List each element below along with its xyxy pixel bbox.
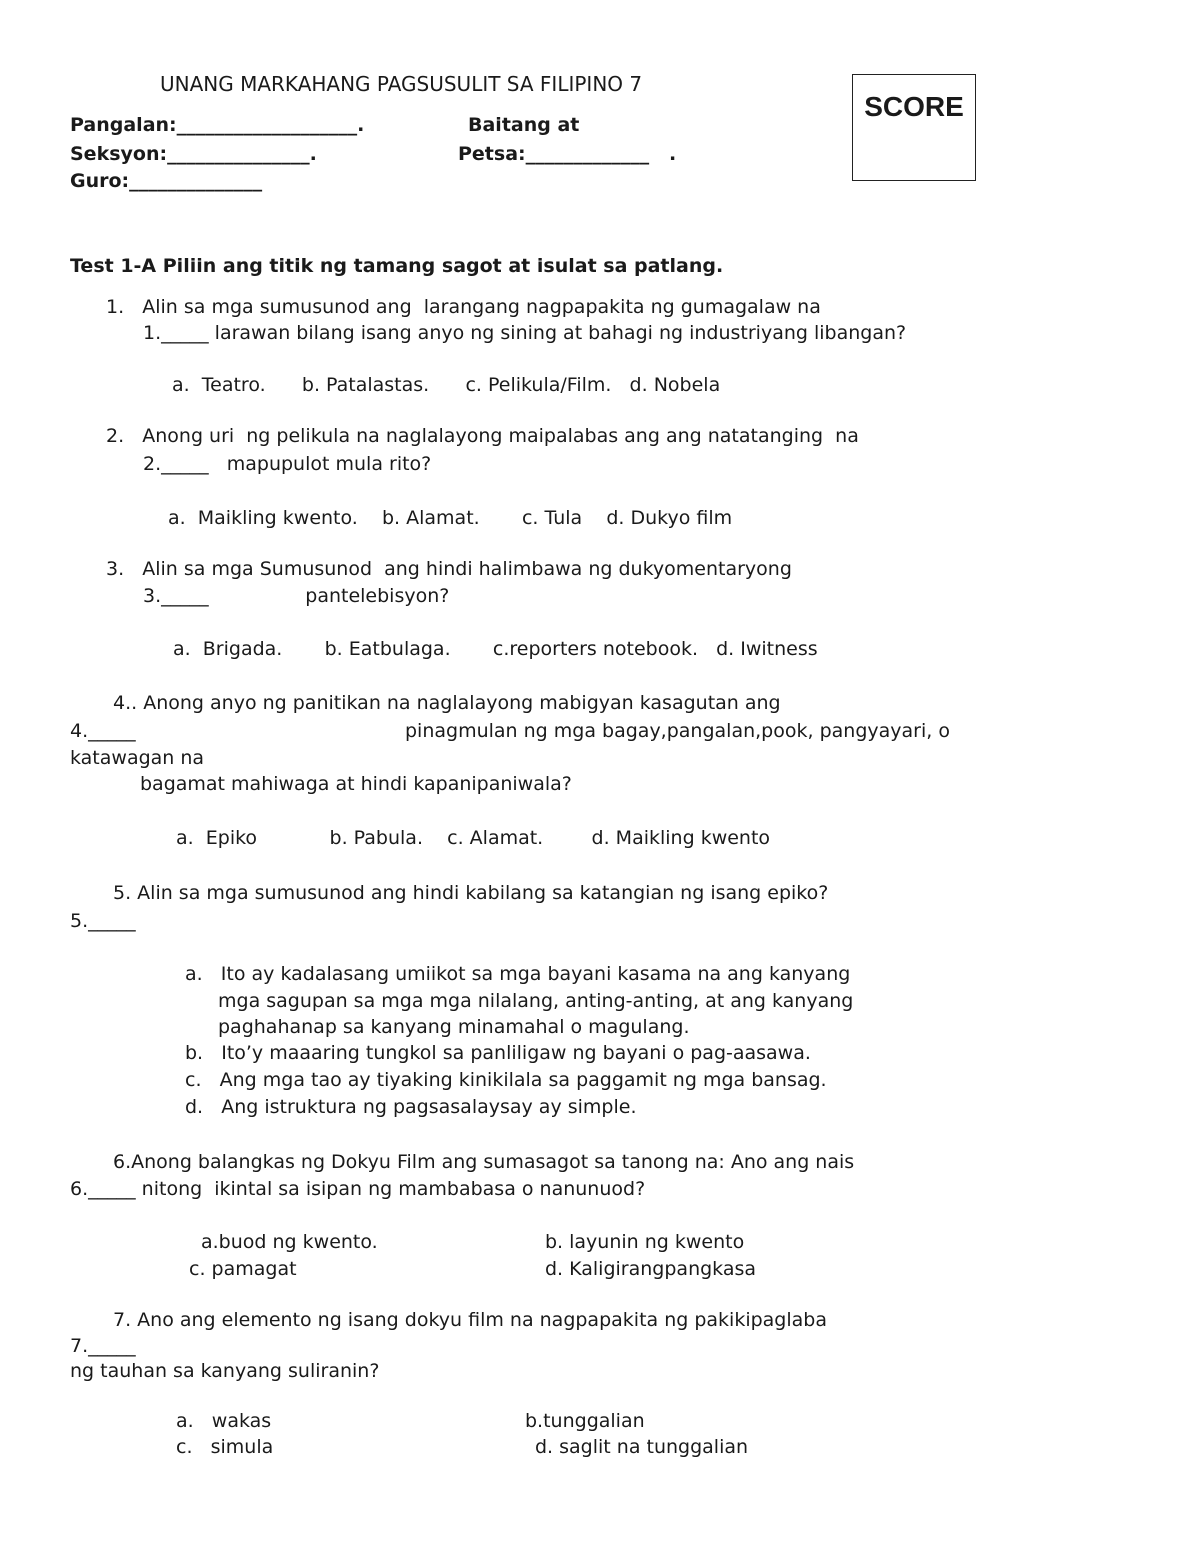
question-6-text: 6.Anong balangkas ng Dokyu Film ang sumasagot sa tanong na: Ano ang nais <box>113 1151 855 1173</box>
question-4-answer-blank[interactable]: 4._____ <box>70 720 136 742</box>
question-5-choice-d: d. Ang istruktura ng pagsasalaysay ay simple. <box>185 1096 637 1118</box>
seksyon-field[interactable]: Seksyon:_______________. <box>70 143 317 165</box>
baitang-label: Baitang at <box>468 114 580 136</box>
question-5-choice-a-line2: mga sagupan sa mga mga nilalang, anting-anting, at ang kanyang <box>218 990 854 1012</box>
question-7-answer-blank[interactable]: 7._____ <box>70 1335 136 1357</box>
question-3-text: 3. Alin sa mga Sumusunod ang hindi halimbawa ng dukyomentaryong <box>106 558 792 580</box>
question-5-choice-b: b. Ito’y maaaring tungkol sa panliligaw ng bayani o pag-aasawa. <box>185 1042 811 1064</box>
score-label: SCORE <box>864 91 964 122</box>
question-5-choice-a-line3: paghahanap sa kanyang minamahal o magulang. <box>218 1016 690 1038</box>
question-7-choice-b: b.tunggalian <box>525 1410 645 1432</box>
petsa-field[interactable]: Petsa:_____________ . <box>458 143 677 165</box>
question-7-choice-d: d. saglit na tunggalian <box>535 1436 749 1458</box>
question-5-text: 5. Alin sa mga sumusunod ang hindi kabilang sa katangian ng isang epiko? <box>113 882 829 904</box>
question-4-text-2: pinagmulan ng mga bagay,pangalan,pook, pangyayari, o <box>405 720 950 742</box>
test-instruction: Test 1-A Piliin ang titik ng tamang sagot at isulat sa patlang. <box>70 255 724 277</box>
question-7-choice-a: a. wakas <box>176 1410 272 1432</box>
question-7-text-2: ng tauhan sa kanyang suliranin? <box>70 1360 380 1382</box>
question-1-answer-line[interactable]: 1._____ larawan bilang isang anyo ng sining at bahagi ng industriyang libangan? <box>143 322 907 344</box>
question-4-choices: a. Epiko b. Pabula. c. Alamat. d. Maikling kwento <box>176 827 771 849</box>
question-7-choice-c: c. simula <box>176 1436 274 1458</box>
guro-field[interactable]: Guro:______________ <box>70 170 263 192</box>
question-3-answer-line[interactable]: 3._____ pantelebisyon? <box>143 585 450 607</box>
question-3-choices: a. Brigada. b. Eatbulaga. c.reporters notebook. d. Iwitness <box>173 638 818 660</box>
pangalan-field[interactable]: Pangalan:___________________. <box>70 114 365 136</box>
question-4-text-3: katawagan na <box>70 747 205 769</box>
question-6-choice-b: b. layunin ng kwento <box>545 1231 745 1253</box>
question-2-answer-line[interactable]: 2._____ mapupulot mula rito? <box>143 453 432 475</box>
exam-title: UNANG MARKAHANG PAGSUSULIT SA FILIPINO 7 <box>160 72 643 96</box>
question-7-text: 7. Ano ang elemento ng isang dokyu film na nagpapakita ng pakikipaglaba <box>113 1309 827 1331</box>
question-6-choice-a: a.buod ng kwento. <box>201 1231 378 1253</box>
question-6-answer-line[interactable]: 6._____ nitong ikintal sa isipan ng mambabasa o nanunuod? <box>70 1178 646 1200</box>
question-5-choice-a: a. Ito ay kadalasang umiikot sa mga bayani kasama na ang kanyang <box>185 963 851 985</box>
question-1-text: 1. Alin sa mga sumusunod ang larangang nagpapakita ng gumagalaw na <box>106 296 821 318</box>
question-4-text: 4.. Anong anyo ng panitikan na naglalayong mabigyan kasagutan ang <box>113 692 781 714</box>
question-6-choice-d: d. Kaligirangpangkasa <box>545 1258 757 1280</box>
question-4-text-4: bagamat mahiwaga at hindi kapanipaniwala? <box>140 773 572 795</box>
score-box <box>852 74 976 181</box>
question-5-choice-c: c. Ang mga tao ay tiyaking kinikilala sa paggamit ng mga bansag. <box>185 1069 827 1091</box>
question-2-choices: a. Maikling kwento. b. Alamat. c. Tula d. Dukyo film <box>168 507 733 529</box>
question-2-text: 2. Anong uri ng pelikula na naglalayong maipalabas ang ang natatanging na <box>106 425 859 447</box>
question-1-choices: a. Teatro. b. Patalastas. c. Pelikula/Film. d. Nobela <box>172 374 721 396</box>
question-5-answer-blank[interactable]: 5._____ <box>70 910 136 932</box>
question-6-choice-c: c. pamagat <box>189 1258 297 1280</box>
